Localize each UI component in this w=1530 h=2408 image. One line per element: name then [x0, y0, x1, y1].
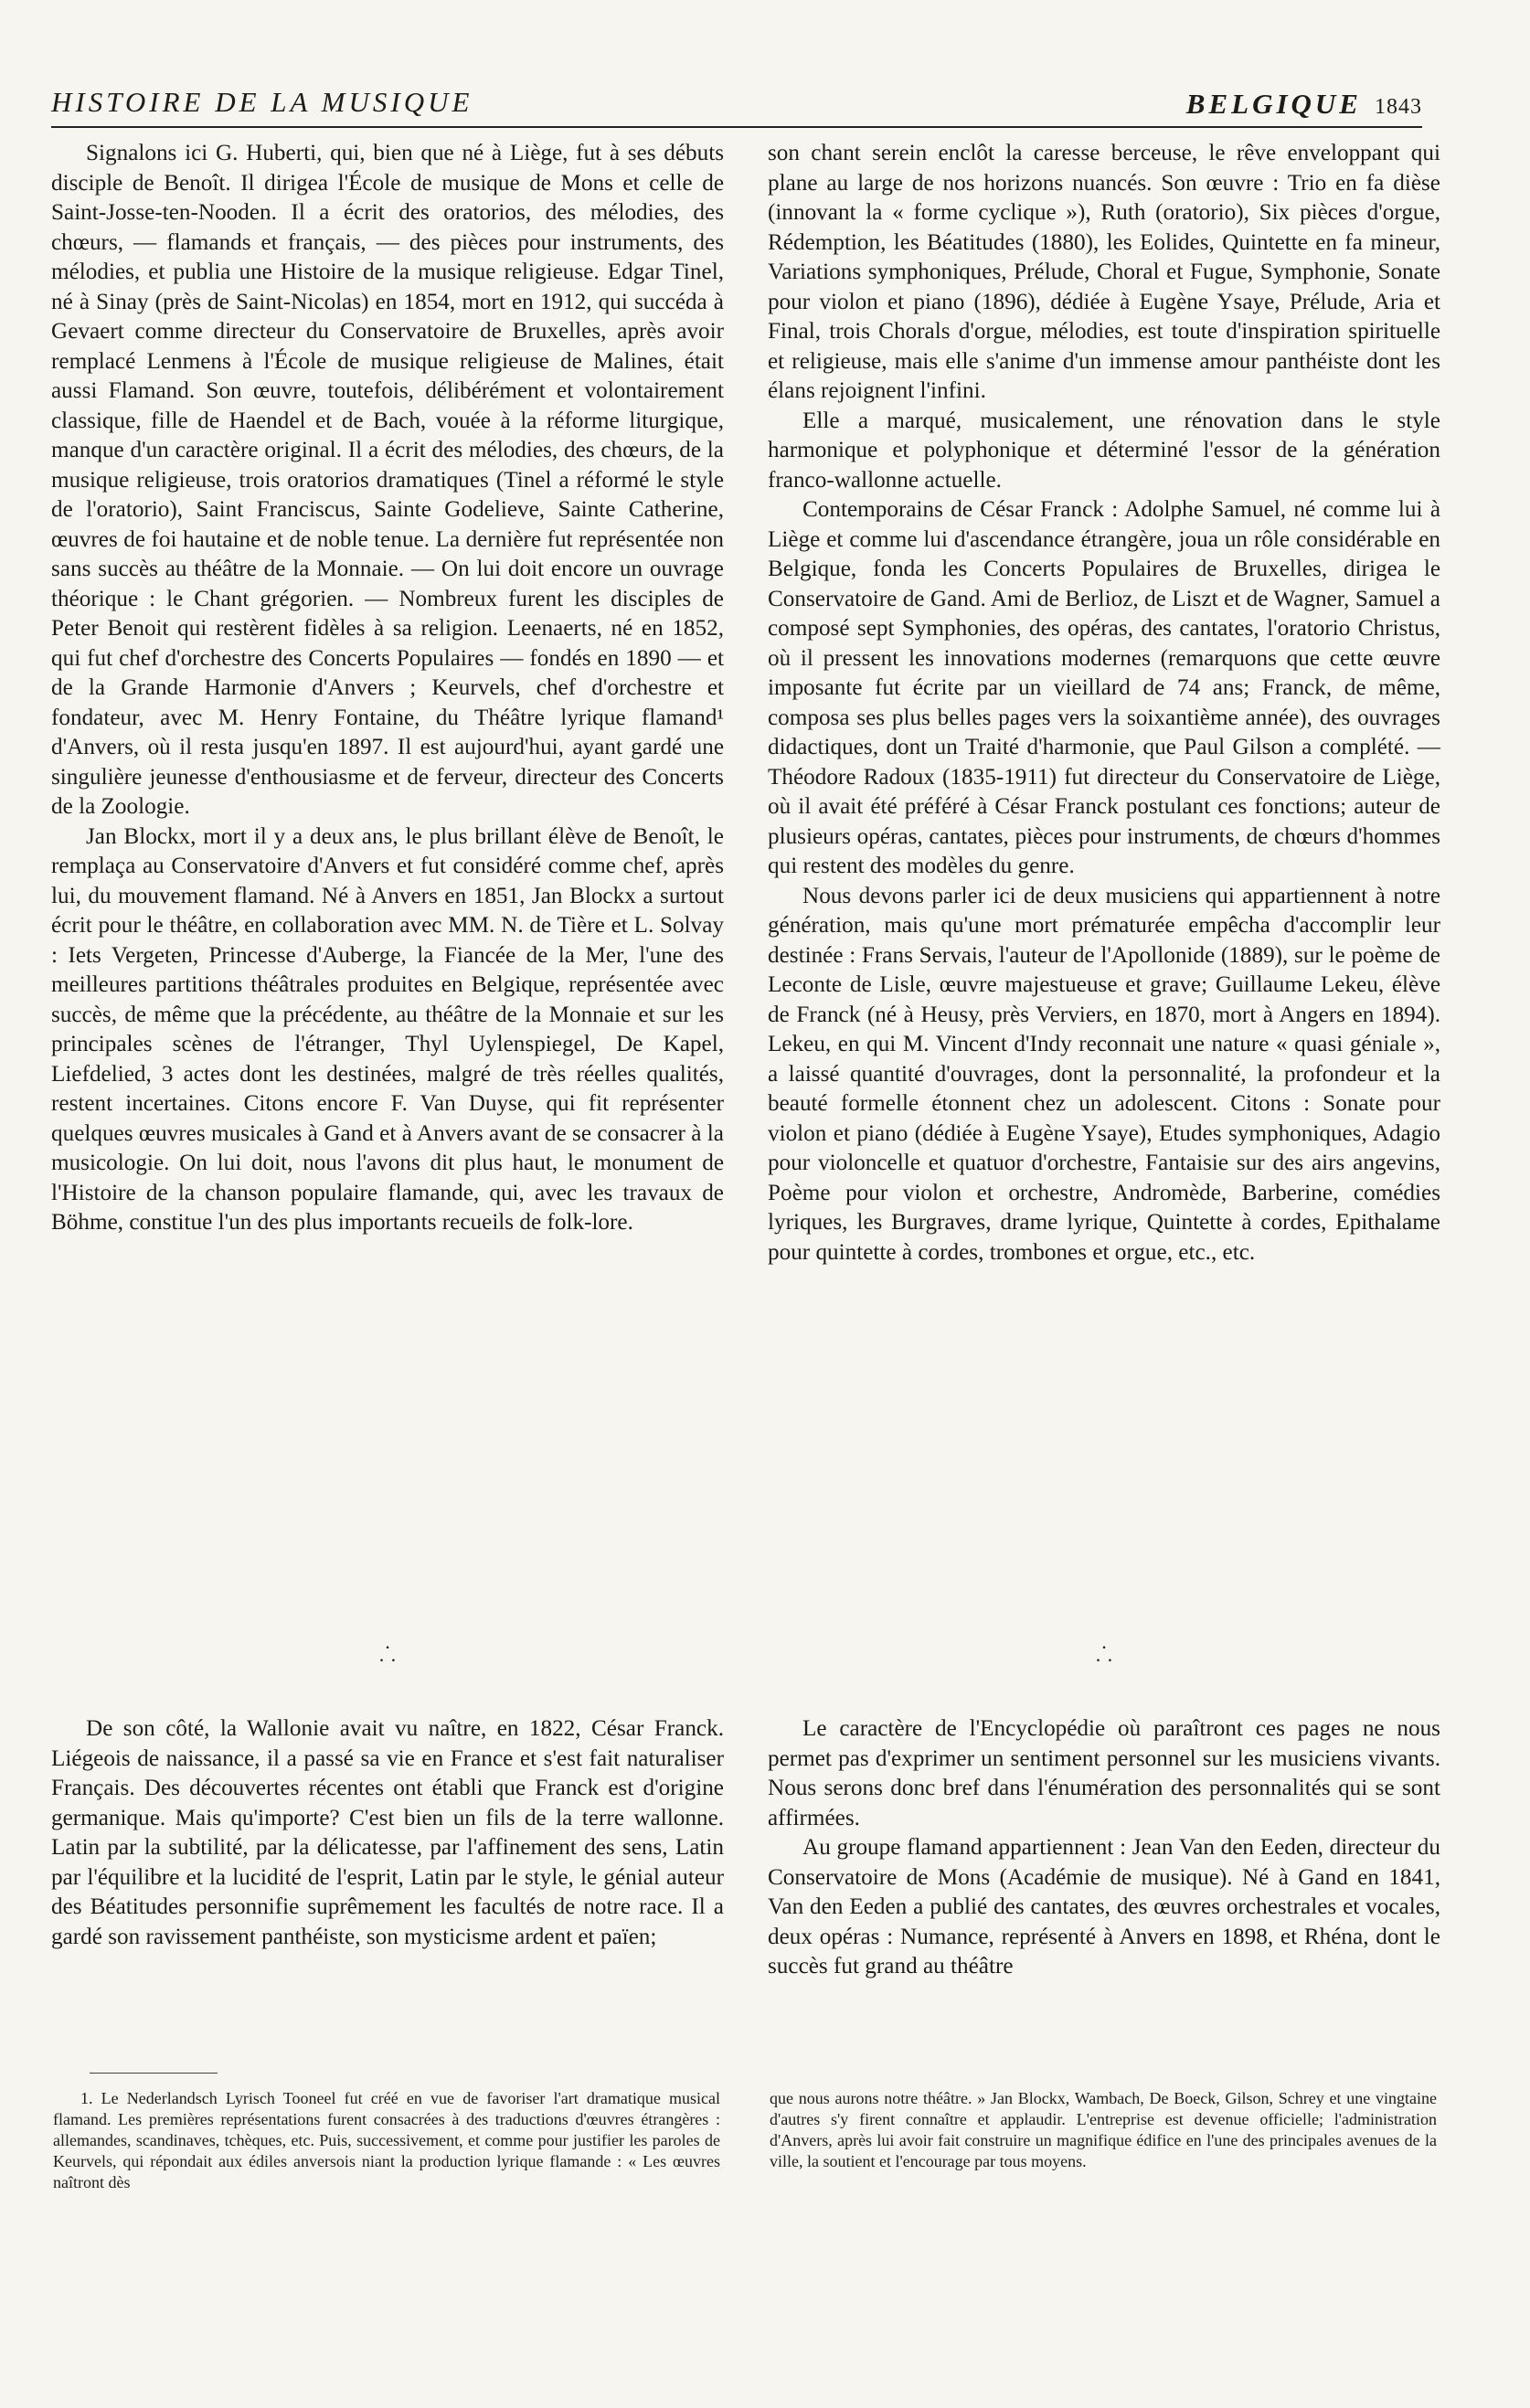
footnote-left [53, 2088, 720, 2193]
paragraph-servais-lekeu: Nous devons parler ici de deux musiciens qui appartiennent à notre génération, mais qu'une mort prématurée empêcha d'accomplir leur destinée : Frans Servais, l'auteur de l'Apollonide (1889), sur le poème de Leconte de Lisle, œuvre majestueuse et grave; Guillaume Lekeu, élève de Franck (né à Heusy, près Verviers, en 1870, mort à Angers en 1894). Lekeu, en qui M. Vincent d'Indy reconnait une nature « quasi géniale », a laissé quantité d'ouvrages, dont la personnalité, la profondeur et la beauté formelle étonnent chez un adolescent. Citons : Sonate pour violon et piano (dédiée à Eugène Ysaye), Etudes symphoniques, Adagio pour violoncelle et quatuor d'orchestre, Fantaisie sur des airs angevins, Poème pour violon et orchestre, Andromède, Barberine, comédies lyriques, les Burgraves, drame lyrique, Quintette à cordes, Epithalame pour quintette à cordes, trombones et orgue, etc., etc. [768, 883, 1440, 1265]
paragraph-contemporains: Contemporains de César Franck : Adolphe Samuel, né comme lui à Liège et comme lui d'ascendance étrangère, joua un rôle considérable en Belgique, fonda les Concerts Populaires de Bruxelles, dirigea le Conservatoire de Gand. Ami de Berlioz, de Liszt et de Wagner, Samuel a composé sept Symphonies, des opéras, des cantates, l'oratorio Christus, où il pressent les innovations modernes (remarquons que cette œuvre imposante fut écrite par un vieillard de 74 ans; Franck, de même, composa ses plus belles pages vers la soixantième année), des ouvrages didactiques, dont un Traité d'harmonie, que Paul Gilson a complété. — Théodore Radoux (1835-1911) fut directeur du Conservatoire de Liège, où il avait été préféré à César Franck postulant ces fonctions; auteur de plusieurs opéras, cantates, pièces pour instruments, de chœurs d'hommes qui restent des modèles du genre. [768, 497, 1440, 878]
running-header [51, 84, 1422, 128]
right-column-top [768, 139, 1440, 1268]
footnote-right [770, 2088, 1437, 2172]
footnote-text-right: que nous aurons notre théâtre. » Jan Blockx, Wambach, De Boeck, Gilson, Schrey et une vingtaine d'autres s'y firent connaître et applaudir. L'entreprise est devenue officielle; l'administration d'Anvers, après lui avoir fait construire un magnifique édifice en l'une des principales avenues de la ville, la soutient et l'encourage par tous moyens. [770, 2089, 1437, 2170]
left-column-top [51, 139, 724, 1238]
paragraph-huberti-tinel: Signalons ici G. Huberti, qui, bien que né à Liège, fut à ses débuts disciple de Benoît. Il dirigea l'École de musique de Mons et celle de Saint-Josse-ten-Nooden. Il a écrit des oratorios, des mélodies, des chœurs, — flamands et français, — des pièces pour instruments, des mélodies, et publia une Histoire de la musique religieuse. Edgar Tinel, né à Sinay (près de Saint-Nicolas) en 1854, mort en 1912, qui succéda à Gevaert comme directeur du Conservatoire de Bruxelles, après avoir remplacé Lenmens à l'École de musique religieuse de Malines, était aussi Flamand. Son œuvre, toutefois, délibérément et volontairement classique, fille de Haendel et de Bach, vouée à la réforme liturgique, manque d'un caractère original. Il a écrit des mélodies, des chœurs, de la musique religieuse, trois oratorios dramatiques (Tinel a réformé le style de l'oratorio), Saint Franciscus, Sainte Godelieve, Sainte Catherine, œuvres de foi hautaine et de noble tenue. La dernière fut représentée non sans succès au théâtre de la Monnaie. — On lui doit encore un ouvrage théorique : le Chant grégorien. — Nombreux furent les disciples de Peter Benoit qui restèrent fidèles à sa religion. Leenaerts, né en 1852, qui fut chef d'orchestre des Concerts Populaires — fondés en 1890 — et de la Grande Harmonie d'Anvers ; Keurvels, chef d'orchestre et fondateur, avec M. Henry Fontaine, du Théâtre lyrique flamand¹ d'Anvers, où il resta jusqu'en 1897. Il est aujourd'hui, ayant gardé une singulière jeunesse d'enthousiasme et de ferveur, directeur des Concerts de la Zoologie. [51, 141, 724, 819]
page-number: 1843 [1375, 95, 1422, 119]
paragraph-blockx: Jan Blockx, mort il y a deux ans, le plus brillant élève de Benoît, le remplaça au Conservatoire d'Anvers et fut considéré comme chef, après lui, du mouvement flamand. Né à Anvers en 1851, Jan Blockx a surtout écrit pour le théâtre, en collaboration avec MM. N. de Tière et L. Solvay : Iets Vergeten, Princesse d'Auberge, la Fiancée de la Mer, l'une des meilleures partitions théâtrales produites en Belgique, représentée avec succès, de même que la précédente, au théâtre de la Monnaie et sur les principales scènes de l'étranger, Thyl Uylenspiegel, De Kapel, Liefdelied, 3 actes dont les destinées, malgré de très réelles qualités, restent incertaines. Citons encore F. Van Duyse, qui fit représenter quelques œuvres musicales à Gand et à Anvers avant de se consacrer à la musicologie. On lui doit, nous l'avons dit plus haut, le monument de l'Histoire de la chanson populaire flamande, qui, avec les travaux de Böhme, constitue l'un des plus importants recueils de folk-lore. [51, 823, 724, 1235]
section-separator-right: · · · [1094, 1636, 1114, 1671]
right-column-bottom [768, 1714, 1440, 1982]
section-title: BELGIQUE [1185, 88, 1362, 120]
paragraph-renovation: Elle a marqué, musicalement, une rénovation dans le style harmonique et polyphonique et déterminé l'essor de la génération franco-wallonne actuelle. [768, 408, 1440, 493]
footnote-text-left: 1. Le Nederlandsch Lyrisch Tooneel fut créé en vue de favoriser l'art dramatique musical flamand. Les premières représentations furent consacrées à des traductions d'œuvres étrangères : allemandes, scandinaves, tchèques, etc. Puis, successivement, et comme pour justifier les paroles de Keurvels, qui répondait aux édiles anversois niant la production lyrique flamande : « Les œuvres naîtront dès [53, 2089, 720, 2191]
paragraph-van-den-eeden: Au groupe flamand appartiennent : Jean Van den Eeden, directeur du Conservatoire de Mons (Académie de musique). Né à Gand en 1841, Van den Eeden a publié des cantates, des œuvres orchestrales et vocales, deux opéras : Numance, représenté à Anvers en 1898, et Rhéna, dont le succès fut grand au théâtre [768, 1835, 1440, 1978]
running-title-right [1186, 88, 1422, 121]
left-column-bottom [51, 1714, 724, 1952]
paragraph-franck-works: son chant serein enclôt la caresse berceuse, le rêve enveloppant qui plane au large de nos horizons nuancés. Son œuvre : Trio en fa dièse (innovant la « forme cyclique »), Ruth (oratorio), Six pièces d'orgue, Rédemption, les Béatitudes (1880), les Eolides, Quintette en fa mineur, Variations symphoniques, Prélude, Choral et Fugue, Symphonie, Sonate pour violon et piano (1896), dédiée à Eugène Ysaye, Prélude, Aria et Final, trois Chorals d'orgue, mélodies, est toute d'inspiration spirituelle et religieuse, mais elle s'anime d'un immense amour panthéiste dont les élans rejoignent l'infini. [768, 141, 1440, 403]
section-separator-left: · · · [377, 1636, 398, 1671]
running-title-left: HISTOIRE DE LA MUSIQUE [51, 86, 473, 118]
footnote-rule [90, 2073, 218, 2074]
paragraph-wallonie-franck: De son côté, la Wallonie avait vu naître, en 1822, César Franck. Liégeois de naissance, il a passé sa vie en France et s'est fait naturaliser Français. Des découvertes récentes ont établi que Franck est d'origine germanique. Mais qu'importe? C'est bien un fils de la terre wallonne. Latin par la subtilité, par la délicatesse, par l'affinement des sens, Latin par l'équilibre et la lucidité de l'esprit, Latin par le style, le génial auteur des Béatitudes personnifie suprêmement les facultés de notre race. Il a gardé son ravissement panthéiste, son mysticisme ardent et païen; [51, 1716, 724, 1949]
paragraph-encyclopedie: Le caractère de l'Encyclopédie où paraîtront ces pages ne nous permet pas d'exprimer un sentiment personnel sur les musiciens vivants. Nous serons donc bref dans l'énumération des personnalités qui se sont affirmées. [768, 1716, 1440, 1830]
